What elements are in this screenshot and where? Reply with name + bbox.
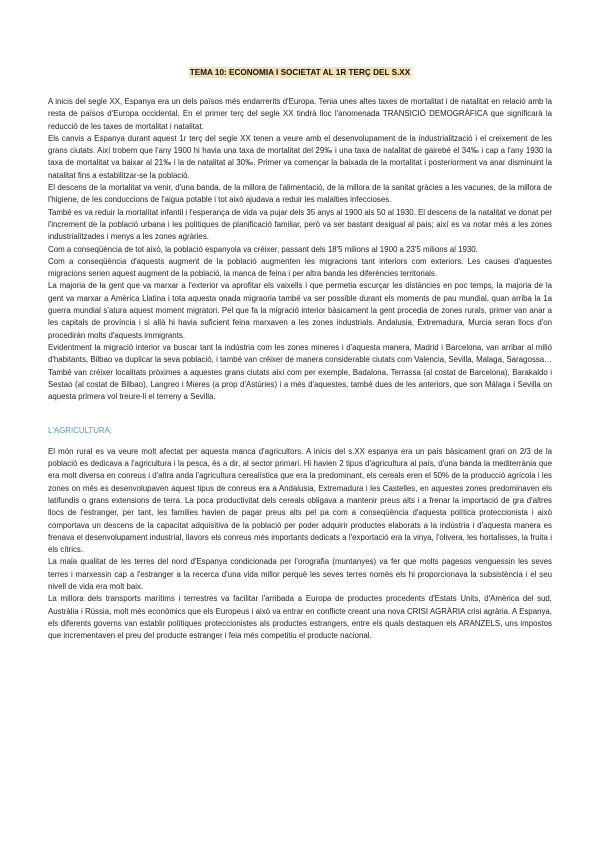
demography-section: [48, 96, 552, 403]
paragraph: A inicis del segle XX, Espanya era un dels països més endarrerits d'Europa. Tenia unes altes taxes de mortalitat i de natalitat en relació amb la resta de països d'Europa occidental. En el primer terç del segle XX tindrà lloc l'anomenada TRANSICIÓ DEMOGRÀFICA que significarà la reducció de les taxes de mortalitat i natalitat.: [48, 97, 552, 131]
section-heading: L'AGRICULTURA:: [48, 426, 113, 436]
paragraph: Evidentment la migració interior va buscar tant la indústria com les zones mineres i d'aquesta manera, Madrid i Barcelona, van arribar al milió d'habitants, Bilbao va duplicar la seva població, i també van créixer de manera considerable ciutats com Valencia, Sevilla, Malaga, Saragossa… També van créixer localitats pròximes a aquestes grans ciutats així com per exemple, Badalona, Terrassa (al costat de Barcelona), Barakaldo i Sestao (al costat de Bilbao), Langreo i Mieres (a prop d'Astúries) i a més d'aquestes, també dues de les anteriors, que son Málaga i Sevilla on aquesta primera vol treure-li el terreny a Sevilla.: [48, 342, 552, 402]
paragraph: Com a conseqüència d'aquests augment de la població augmenten les migracions tant interiors com exteriors. Les causes d'aquestes migracions serien aquest augment de la població, la manca de feina i per altra banda les diferències territorials.: [48, 256, 552, 279]
paragraph: La millora dels transports marítims i terrestres va facilitar l'arribada a Europa de productes procedents d'Estats Units, d'Amèrica del sud, Austràlia i Rússia, molt més econòmics que els Europeus i això va entrar en conflicte creant una nova CRISI AGRÀRIA crisi agrària. A Espanya, els diferents governs van establir polítiques proteccionistes als productes estrangers, entre els quals destaquen els ARANZELS, uns impostos que incrementaven el preu del producte estranger i feia més competitiu el producte nacional.: [48, 594, 552, 641]
paragraph: La majoria de la gent que va marxar a l'exterior va aprofitar els vaixells i que permetia escurçar les distàncies en poc temps, la majoria de la gent va marxar a Amèrica Llatina i tota aquesta onada migraoria també va ser possible durant els moments de pau mundial, quan arriba la 1a guerra mundial s'atura aquest moment migratori. Pel que fa la migració interior bàsicament la gent procedia de zones rurals, primer van anar a les capitals de província i si allà hi havia suficient feina marxaven a les zones industrials. Andalusia, Extremadura, Murcia seran llocs d'on procediràn molts d'aquests immigrants.: [48, 281, 552, 340]
document-title: [48, 62, 552, 80]
agriculture-section: [48, 446, 552, 643]
paragraph: Com a conseqüència de tot això, la població espanyola va créixer, passant dels 18'5 milions al 1900 a 23'5 milions al 1930.: [48, 244, 478, 254]
document-page: [48, 62, 552, 642]
paragraph: El món rural es va veure molt afectat per aquesta manca d'agricultors. A inicis del s.XX espanya era un país bàsicament grari on 2/3 de la població es dedicava a l'agricultura i la pesca, és a dir, al sector primari. Hi havien 2 tipus d'agricultura al país, d'una banda la mediterrània que era molt diversa en conreus i d'altra anda l'agricultura cerealística que era la predominant, els cereals eren el 50% de la producció agrícola i les zones on més es desenvolupaven aquest tipus de conreus era a Andalusia, Extremadura i les Castelles, en aquestes zones predominaven els latifundis o grans extensions de terra. La poca productivitat dels cereals obligava a mantenir preus alts i a frenar la importació de gra d'altres llocs de l'estranger, per tant, les families havien de pagar preus alts pel pa com a conseqüència d'aquesta política proteccionista i això comportava un descens de la capacitat adquisitiva de la població per poder adquirir productes elaborats a la indústria i d'aquesta manera es frenava el desenvolupament industrial, llavors els conreus més importants dedicats a l'exportació era la vinya, l'olivera, les hortalisses, la fruita i els cítrics.: [48, 446, 552, 555]
paragraph: Els canvis a Espanya durant aquest 1r terç del segle XX tenen a veure amb el desenvolupament de la industrialització i el creixement de les grans ciutats. Així trobem que l'any 1900 hi havia una taxa de mortalitat del 29‰ i una taxa de natalitat de gairebé el 34‰ i cap a l'any 1930 la taxa de mortalitat va baixar al 21‰ i la de natalitat al 30‰. Primer va començar la baixada de la mortalitat i posteriorment va anar disminuint la natalitat fins a estabilitzar-se la població.: [48, 133, 552, 180]
paragraph: La mala qualitat de les terres del nord d'Espanya condicionada per l'orografia (muntanyes) va fer que molts pagesos venguessin les seves terres i marxessin cap a l'estranger a la recerca d'una vida millor perquè les seves terres només els hi proporcionava la subsistència i el seu nivell de vida era molt baix.: [48, 557, 552, 591]
paragraph: El descens de la mortalitat va venir, d'una banda, de la millora de l'alimentació, de la millora de la sanitat gràcies a les vacunes, de la millora de l'higiene, de les conduccions de l'aigua potable i tot això ajudava a reduir les malalties infeccioses.: [48, 183, 552, 205]
title-text: TEMA 10: ECONOMIA I SOCIETAT AL 1R TERÇ DEL S.XX: [189, 68, 411, 77]
paragraph: També es va reduir la mortalitat infantil i l'esperança de vida va pujar dels 35 anys al 1900 als 50 al 1930. El descens de la natalitat ve donat per l'increment de la població urbana i les polítiques de planificació familiar, però va ser bastant desigual al país; així es va notar més a les zones industrialitzades i menys a les zones agràries.: [48, 207, 552, 242]
